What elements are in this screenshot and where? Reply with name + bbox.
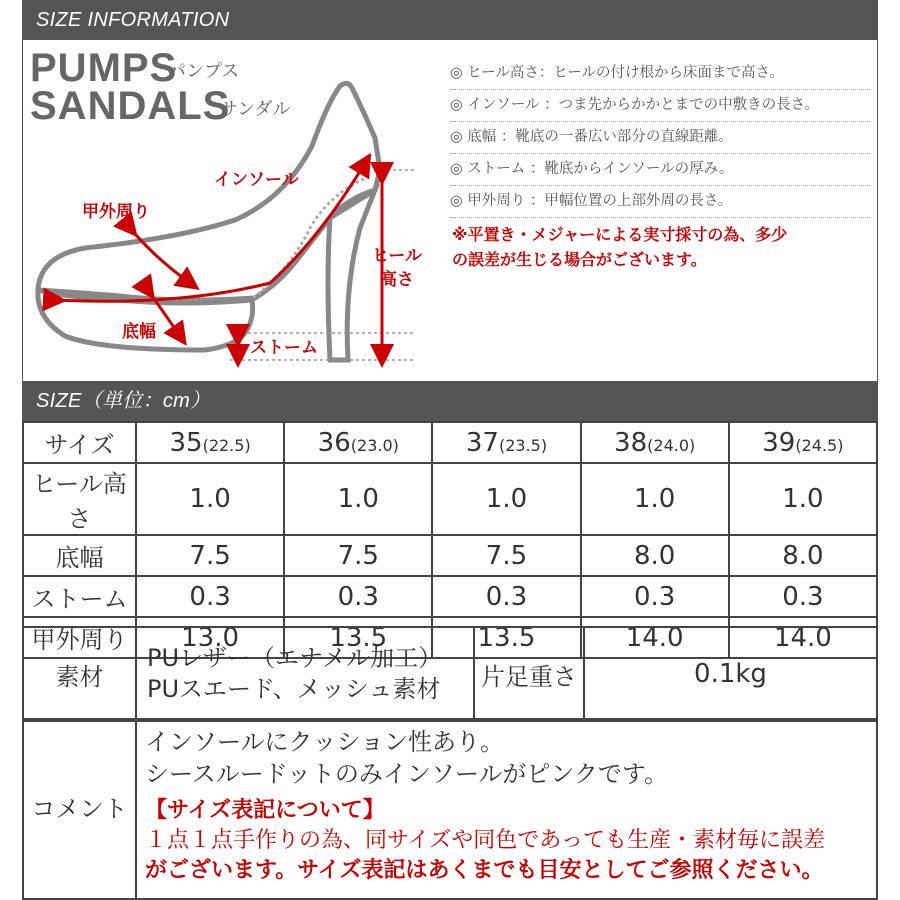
comment-line-2: シースルードットのみインソールがピンクです。 — [145, 760, 668, 788]
table-cell: 1.0 — [136, 463, 284, 535]
insole-label: インソール — [214, 170, 299, 190]
size-col-39: 39(24.5) — [729, 422, 877, 463]
size-notice-line-2: がございます。サイズ表記はあくまでも目安としてご参照ください。 — [145, 858, 824, 883]
size-table — [22, 421, 878, 659]
material-table — [22, 626, 878, 722]
table-cell: 0.3 — [136, 576, 284, 617]
table-cell: 0.3 — [432, 576, 580, 617]
row-label-instep: 甲外周り — [23, 617, 136, 658]
table-cell: 8.0 — [729, 535, 877, 576]
table-row — [23, 463, 877, 535]
storm-label: ストーム — [250, 338, 318, 358]
table-cell: 0.3 — [581, 576, 729, 617]
size-notice-line-1: １点１点手作りの為、同サイズや同色であっても生産・素材毎に誤差 — [145, 828, 826, 853]
size-notice-title: 【サイズ表記について】 — [145, 798, 385, 823]
table-row — [23, 627, 877, 721]
size-information-header: SIZE INFORMATION — [22, 0, 878, 40]
size-col-38: 38(24.0) — [581, 422, 729, 463]
measurement-notes — [450, 58, 870, 218]
measurement-warning: ※平置き・メジャーによる実寸採寸の為、多少 の誤差が生じる場合がございます。 — [452, 225, 788, 269]
table-cell: 0.3 — [729, 576, 877, 617]
shoe-heel — [328, 190, 375, 360]
table-row — [23, 535, 877, 576]
table-cell: 13.0 — [136, 617, 284, 658]
table-cell: 13.5 — [284, 617, 432, 658]
table-cell: 14.0 — [581, 617, 729, 658]
comment-body — [145, 726, 875, 886]
pumps-jp-title: パンプス — [168, 61, 240, 82]
table-cell: 1.0 — [432, 463, 580, 535]
instep-label: 甲外周り — [82, 202, 150, 222]
table-cell: 14.0 — [729, 617, 877, 658]
table-cell: 13.5 — [432, 617, 580, 658]
sandals-title: SANDALS — [30, 84, 231, 128]
material-label: 素材 — [23, 627, 136, 721]
heel-height-label-2: 高さ — [380, 270, 414, 290]
size-col-35: 35(22.5) — [136, 422, 284, 463]
table-cell: 7.5 — [284, 535, 432, 576]
table-cell: 7.5 — [432, 535, 580, 576]
row-label-width: 底幅 — [23, 535, 136, 576]
note-insole: ◎ インソール ：つま先からかかとまでの中敷きの長さ。 — [450, 90, 870, 122]
note-storm: ◎ ストーム ：靴底からインソールの厚み。 — [450, 154, 870, 186]
table-cell: 8.0 — [581, 535, 729, 576]
weight-label: 片足重さ — [474, 627, 584, 721]
note-width: ◎ 底幅 ：靴底の一番広い部分の直線距離。 — [450, 122, 870, 154]
weight-value: 0.1kg — [584, 627, 877, 721]
size-col-37: 37(23.5) — [432, 422, 580, 463]
table-cell: 1.0 — [284, 463, 432, 535]
width-label: 底幅 — [122, 322, 156, 342]
row-label-heel-height: ヒール高さ — [23, 463, 136, 535]
note-heel-height: ◎ ヒール高さ：ヒールの付け根から床面まで高さ。 — [450, 58, 870, 90]
table-cell: 1.0 — [729, 463, 877, 535]
heel-height-label-1: ヒール — [372, 246, 422, 266]
sandals-jp-title: サンダル — [220, 99, 291, 120]
material-value: PUレザー（エナメル加工） PUスエード、メッシュ素材 — [136, 627, 474, 721]
table-cell: 7.5 — [136, 535, 284, 576]
note-instep: ◎ 甲外周り ：甲幅位置の上部外周の長さ。 — [450, 186, 870, 218]
table-cell: 1.0 — [581, 463, 729, 535]
table-cell: 0.3 — [284, 576, 432, 617]
comment-label: コメント — [24, 720, 137, 898]
size-unit-header: SIZE（単位：cm） — [22, 381, 878, 421]
pumps-title: PUMPS — [30, 46, 178, 90]
table-row — [23, 576, 877, 617]
size-header-label: サイズ — [23, 422, 136, 463]
comment-section — [22, 718, 878, 900]
table-row — [23, 422, 877, 463]
size-col-36: 36(23.0) — [284, 422, 432, 463]
comment-line-1: インソールにクッション性あり。 — [145, 728, 505, 756]
row-label-storm: ストーム — [23, 576, 136, 617]
pump-shoe-diagram — [30, 78, 440, 373]
